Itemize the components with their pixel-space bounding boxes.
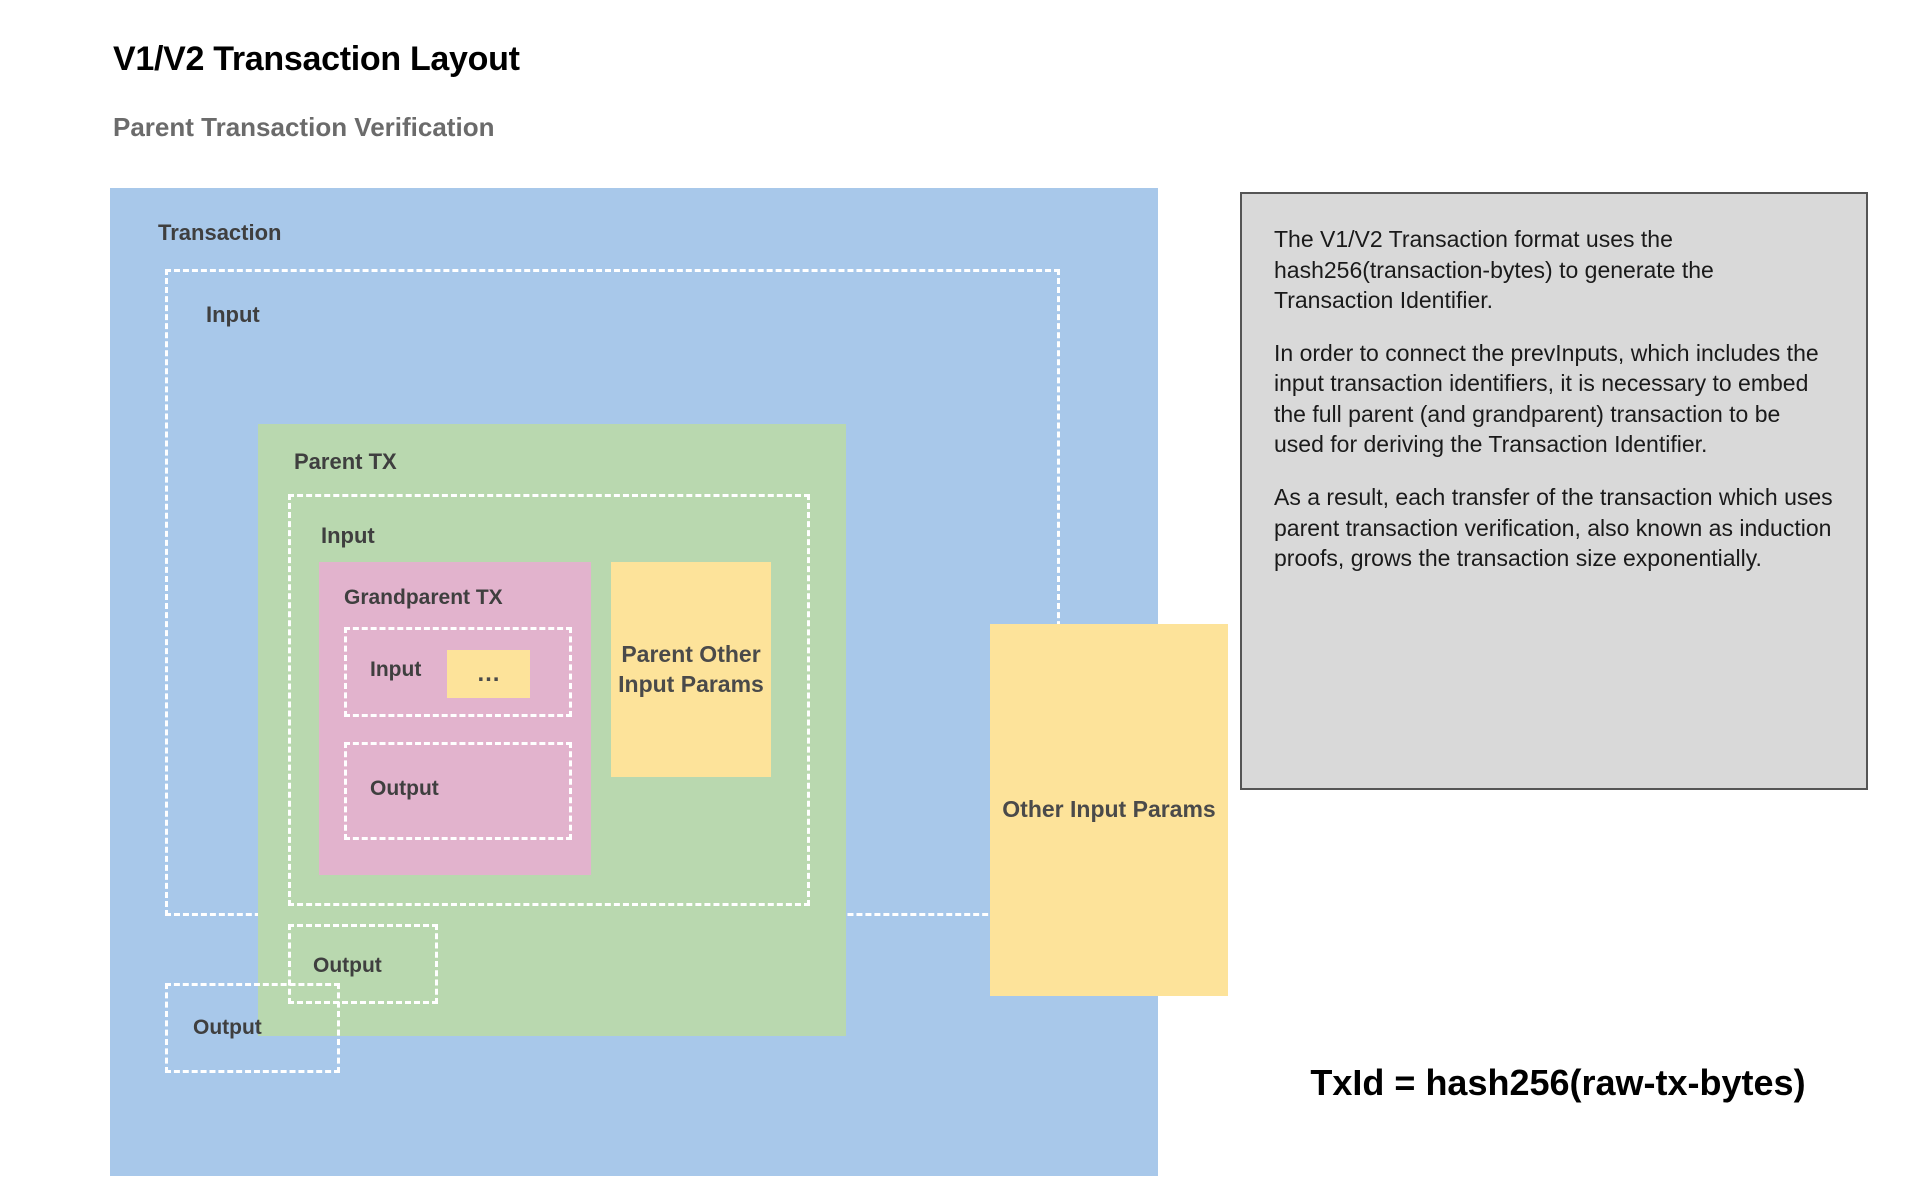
parent-tx-box [258,424,846,1036]
transaction-input-box [165,269,1216,977]
parent-tx-input-label: Input [321,523,375,548]
transaction-label: Transaction [158,220,282,245]
other-input-params-box: Other Input Params [990,624,1228,996]
explanation-note [1240,192,1868,790]
parent-other-input-params-box: Parent Other Input Params [611,562,771,777]
grandparent-input-ellipsis: … [447,650,530,698]
grandparent-input-box [344,627,572,717]
note-paragraph-2: In order to connect the prevInputs, which includes the input transaction identifiers, it is necessary to embed the full parent (and grandparent) transaction to be used for deriving the Transaction Identifier. [1274,339,1819,458]
grandparent-input-label: Input [370,658,422,681]
grandparent-output-box [344,742,572,840]
parent-tx-label: Parent TX [294,449,397,474]
note-paragraph-1: The V1/V2 Transaction format uses the hash256(transaction-bytes) to generate the Transaction Identifier. [1274,226,1714,314]
txid-formula: TxId = hash256(raw-tx-bytes) [1310,1062,1806,1103]
grandparent-tx-box [319,562,591,875]
page-subtitle: Parent Transaction Verification [113,112,495,142]
page-title: V1/V2 Transaction Layout [113,40,520,78]
grandparent-tx-label: Grandparent TX [344,586,503,609]
parent-output-label: Output [313,954,382,977]
parent-tx-input-box [288,494,810,906]
note-paragraph-3: As a result, each transfer of the transaction which uses parent transaction verification, also known as induction proofs, grows the transaction size exponentially. [1274,484,1833,572]
grandparent-output-label: Output [370,777,439,800]
transaction-input-label: Input [206,302,260,327]
transaction-output-box [165,983,340,1073]
transaction-box [110,188,1216,1176]
transaction-output-label: Output [193,1016,262,1039]
